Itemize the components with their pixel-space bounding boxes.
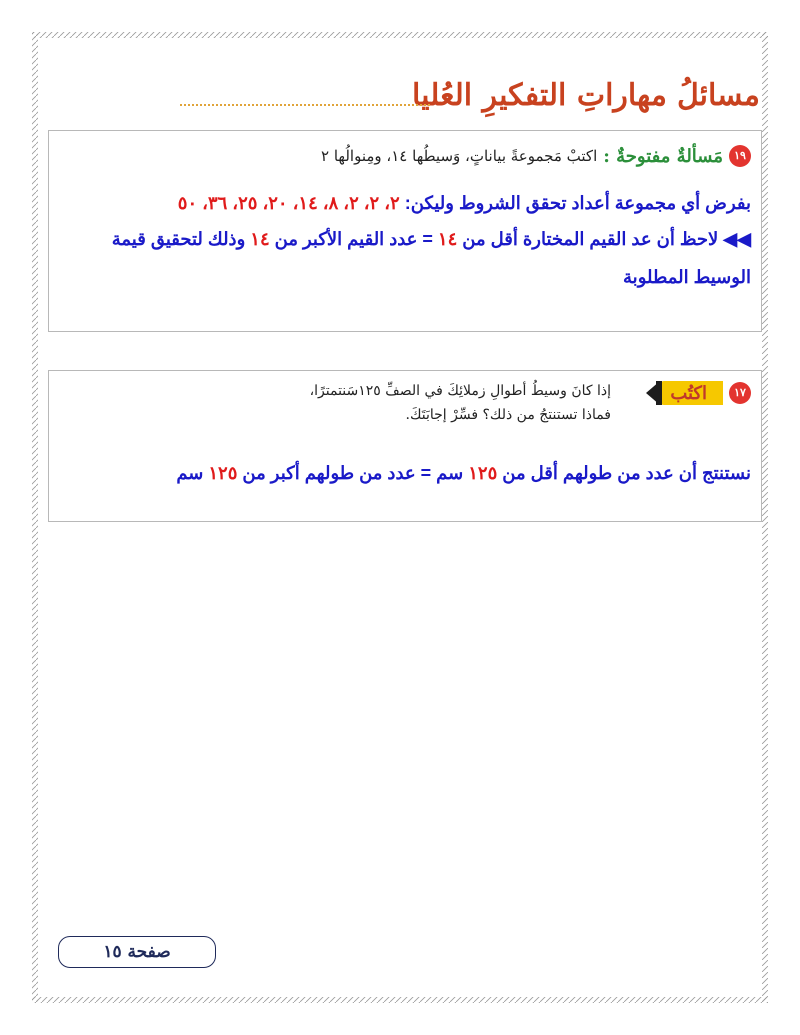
section-heading-text: مهاراتِ التفكيرِ العُليا bbox=[412, 78, 667, 113]
answer-line bbox=[176, 463, 751, 484]
question-number-badge: ١٧ bbox=[729, 382, 751, 404]
write-badge-label: اكتُب bbox=[670, 382, 707, 404]
question-label: مَسألةٌ مفتوحةٌ : bbox=[603, 145, 723, 167]
section-heading-emph: مسائلُ bbox=[676, 78, 760, 113]
answer-line-1 bbox=[178, 193, 751, 214]
section-heading bbox=[412, 78, 760, 113]
answer-c: سم bbox=[176, 463, 204, 483]
pencil-tip-icon bbox=[646, 381, 660, 405]
answer-line-2-c: وذلك لتحقيق قيمة bbox=[111, 229, 246, 249]
question-17-text-line-1: إذا كانَ وسيطُ أطوالِ زملائِكَ في الصفِّ ١٢٥سَنتمترًا، bbox=[309, 383, 611, 399]
answer-value-1: ١٢٥ bbox=[468, 463, 498, 483]
answer-value-2: ١٢٥ bbox=[208, 463, 238, 483]
answer-line-2-a: ◀◀ لاحظ أن عد القيم المختارة أقل من bbox=[462, 229, 751, 249]
question-17-text-line-2: فماذا تستنتجُ من ذلك؟ فسِّرْ إجابَتَكَ. bbox=[405, 407, 611, 423]
answer-line-2-b: = عدد القيم الأكبر من bbox=[274, 229, 433, 249]
answer-line-1-values: ٢، ٢، ٢، ٨، ١٤، ٢٠، ٢٥، ٣٦، ٥٠ bbox=[177, 193, 400, 213]
question-number-badge: ١٩ bbox=[729, 145, 751, 167]
answer-b: سم = عدد من طولهم أكبر من bbox=[242, 463, 464, 483]
question-text: اكتبْ مَجموعةً بياناتٍ، وَسيطُها ١٤، ومِنوالُها ٢ bbox=[321, 147, 598, 165]
answer-line-2-value-1: ١٤ bbox=[437, 229, 458, 249]
answer-line-2 bbox=[112, 229, 751, 250]
question-17-header bbox=[640, 381, 751, 405]
question-17-box bbox=[48, 370, 762, 522]
answer-line-3: الوسيط المطلوبة bbox=[623, 267, 751, 287]
answer-line-2-value-2: ١٤ bbox=[250, 229, 270, 249]
page-number-label: صفحة ١٥ bbox=[58, 936, 216, 968]
answer-line-1-prefix: بفرض أي مجموعة أعداد تحقق الشروط وليكن: bbox=[404, 193, 751, 213]
question-19-box bbox=[48, 130, 762, 332]
question-17-text bbox=[310, 379, 611, 427]
heading-dotted-line bbox=[180, 104, 430, 106]
write-badge bbox=[660, 381, 723, 405]
question-19-line bbox=[321, 145, 751, 167]
answer-a: نستنتج أن عدد من طولهم أقل من bbox=[502, 463, 751, 483]
